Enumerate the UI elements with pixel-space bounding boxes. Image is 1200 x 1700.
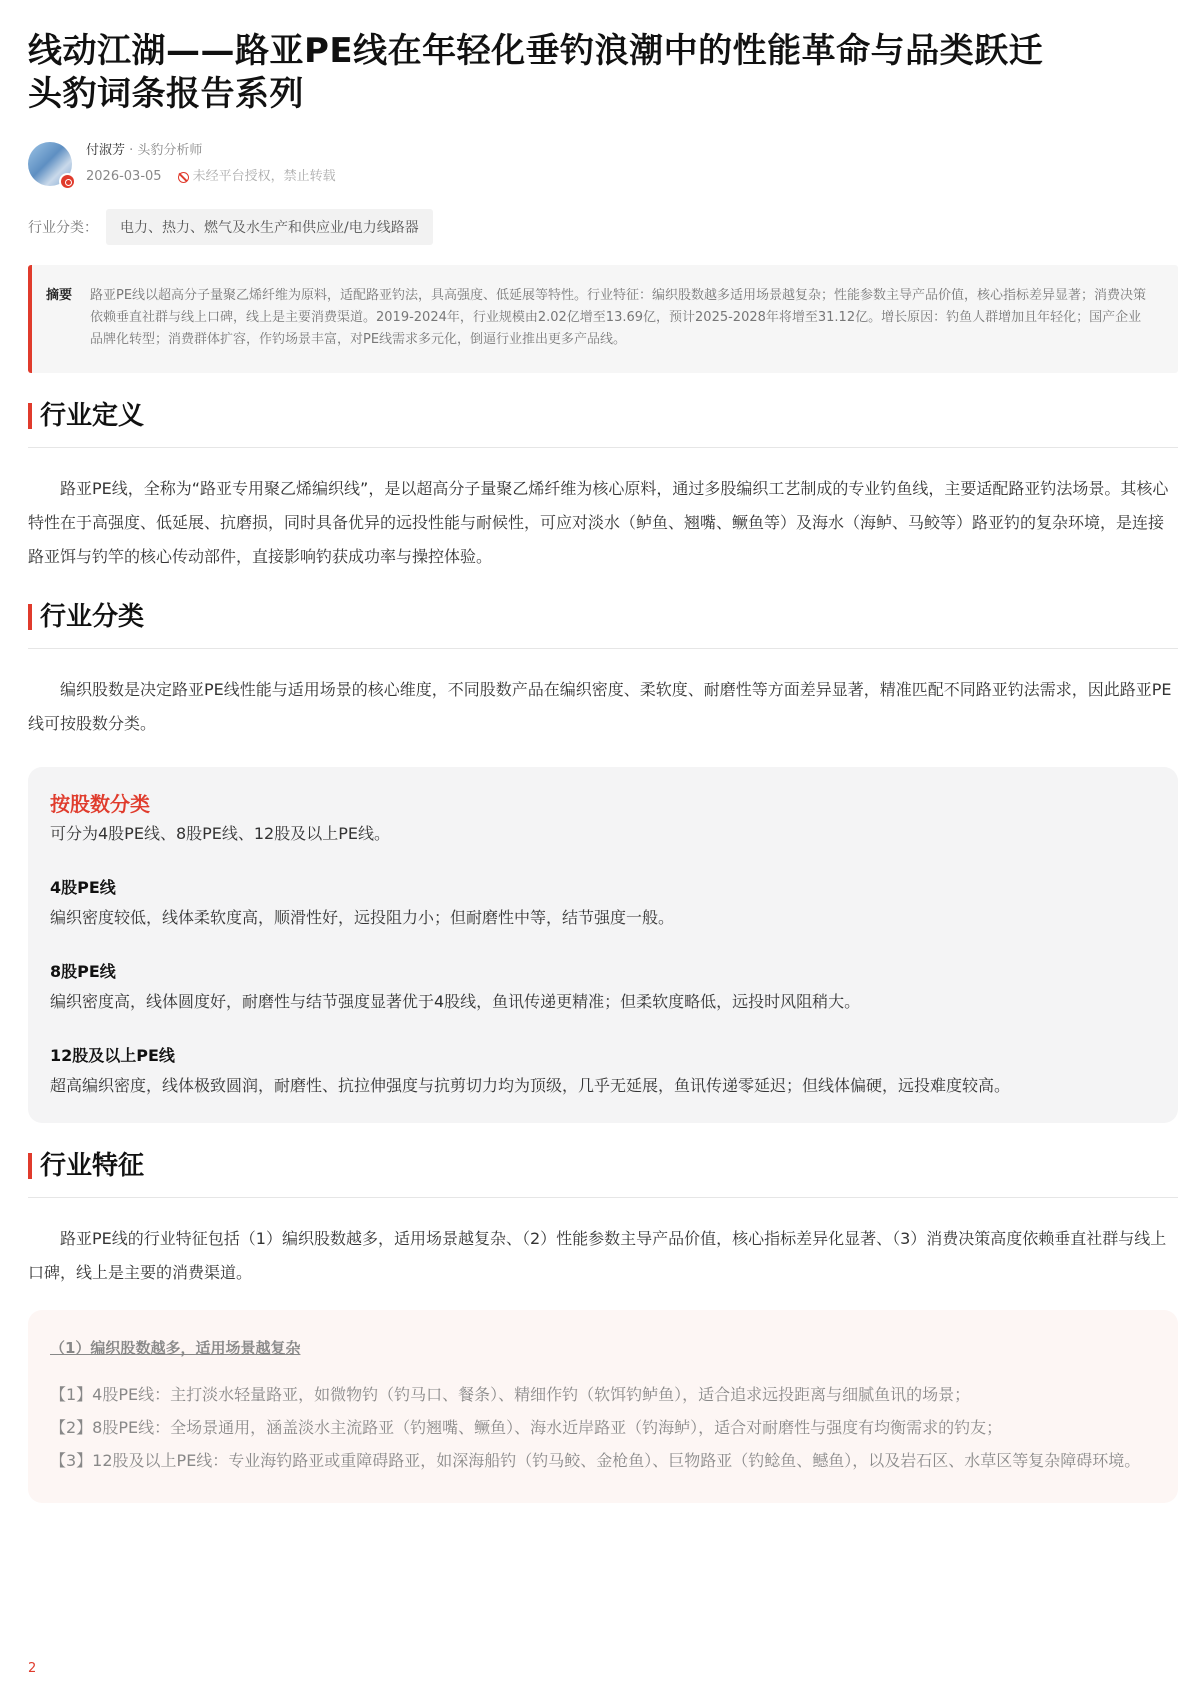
title-line-2: 头豹词条报告系列 bbox=[28, 74, 304, 114]
section-marker bbox=[28, 403, 32, 429]
features-box-heading: （1）编织股数越多，适用场景越复杂 bbox=[50, 1339, 301, 1357]
classification-item-name: 4股PE线 bbox=[50, 878, 116, 897]
section-heading-classification bbox=[28, 600, 1178, 634]
features-box bbox=[28, 1310, 1178, 1503]
avatar[interactable] bbox=[28, 142, 72, 186]
classification-box-intro: 可分为4股PE线、8股PE线、12股及以上PE线。 bbox=[50, 824, 390, 843]
section-divider bbox=[28, 447, 1178, 448]
section-title: 行业分类 bbox=[40, 602, 145, 632]
features-list bbox=[50, 1378, 1156, 1477]
classification-item-name: 12股及以上PE线 bbox=[50, 1046, 175, 1065]
author-line bbox=[86, 142, 336, 160]
author-meta bbox=[86, 142, 336, 186]
list-item bbox=[50, 1043, 1156, 1099]
classification-item-desc: 编织密度较低，线体柔软度高，顺滑性好，远投阻力小；但耐磨性中等，结节强度一般。 bbox=[50, 908, 675, 927]
title-line-1: 线动江湖——路亚PE线在年轻化垂钓浪潮中的性能革命与品类跃迁 bbox=[28, 31, 1044, 71]
list-item: 【3】12股及以上PE线：专业海钓路亚或重障碍路亚，如深海船钓（钓马鲛、金枪鱼）、巨物路亚（钓鲶鱼、鳡鱼），以及岩石区、水草区等复杂障碍环境。 bbox=[50, 1451, 1141, 1470]
report-page bbox=[28, 30, 1178, 1503]
features-paragraph: 路亚PE线的行业特征包括（1）编织股数越多，适用场景越复杂、（2）性能参数主导产品价值，核心指标差异化显著、（3）消费决策高度依赖垂直社群与线上口碑，线上是主要的消费渠道。 bbox=[28, 1229, 1167, 1282]
section-marker bbox=[28, 1153, 32, 1179]
author-role: · 头豹分析师 bbox=[125, 143, 203, 158]
publish-info bbox=[86, 168, 336, 186]
section-marker bbox=[28, 604, 32, 630]
list-item: 【2】8股PE线：全场景通用，涵盖淡水主流路亚（钓翘嘴、鳜鱼）、海水近岸路亚（钓海鲈），适合对耐磨性与强度有均衡需求的钓友； bbox=[50, 1418, 1003, 1437]
classification-box-heading: 按股数分类 bbox=[50, 792, 150, 816]
classification-item-desc: 超高编织密度，线体极致圆润，耐磨性、抗拉伸强度与抗剪切力均为顶级，几乎无延展，鱼讯传递零延迟；但线体偏硬，远投难度较高。 bbox=[50, 1076, 1011, 1095]
section-title: 行业特征 bbox=[40, 1151, 145, 1181]
list-item bbox=[50, 959, 1156, 1015]
category-tag[interactable]: 电力、热力、燃气及水生产和供应业/电力线路器 bbox=[106, 209, 433, 245]
classification-item-name: 8股PE线 bbox=[50, 962, 116, 981]
verified-badge-icon bbox=[59, 173, 76, 190]
abstract-box bbox=[28, 265, 1178, 373]
license-note: 未经平台授权，禁止转载 bbox=[192, 169, 336, 184]
section-divider bbox=[28, 648, 1178, 649]
page-number: 2 bbox=[28, 1661, 37, 1676]
section-divider bbox=[28, 1197, 1178, 1198]
category-label: 行业分类： bbox=[28, 220, 98, 236]
classification-paragraph: 编织股数是决定路亚PE线性能与适用场景的核心维度，不同股数产品在编织密度、柔软度、耐磨性等方面差异显著，精准匹配不同路亚钓法需求，因此路亚PE线可按股数分类。 bbox=[28, 680, 1172, 733]
list-item bbox=[50, 875, 1156, 931]
classification-box bbox=[28, 767, 1178, 1123]
list-item: 【1】4股PE线：主打淡水轻量路亚，如微物钓（钓马口、餐条）、精细作钓（软饵钓鲈鱼），适合追求远投距离与细腻鱼讯的场景； bbox=[50, 1385, 971, 1404]
abstract-text: 路亚PE线以超高分子量聚乙烯纤维为原料，适配路亚钓法，具高强度、低延展等特性。行业特征：编织股数越多适用场景越复杂；性能参数主导产品价值，核心指标差异显著；消费决策依赖垂直社群与线上口碑，线上是主要消费渠道。2019-2024年，行业规模由2.02亿增至13.69亿，预计2025-2028年将增至31.12亿。增长原因：钓鱼人群增加且年轻化；国产企业品牌化转型；消费群体扩容，作钓场景丰富，对PE线需求多元化，倒逼行业推出更多产品线。 bbox=[90, 288, 1147, 347]
section-heading-definition bbox=[28, 399, 1178, 433]
definition-paragraph: 路亚PE线，全称为“路亚专用聚乙烯编织线”，是以超高分子量聚乙烯纤维为核心原料，通过多股编织工艺制成的专业钓鱼线，主要适配路亚钓法场景。其核心特性在于高强度、低延展、抗磨损，同时具备优异的远投性能与耐候性，可应对淡水（鲈鱼、翘嘴、鳜鱼等）及海水（海鲈、马鲛等）路亚钓的复杂环境，是连接路亚饵与钓竿的核心传动部件，直接影响钓获成功率与操控体验。 bbox=[28, 479, 1169, 566]
section-heading-features bbox=[28, 1149, 1178, 1183]
page-title bbox=[28, 30, 1178, 116]
author-name[interactable]: 付淑芳 bbox=[86, 143, 126, 158]
abstract-label: 摘要 bbox=[46, 288, 73, 303]
author-info bbox=[28, 142, 1178, 186]
industry-category bbox=[28, 209, 1178, 245]
classification-item-desc: 编织密度高，线体圆度好，耐磨性与结节强度显著优于4股线，鱼讯传递更精准；但柔软度略低，远投时风阻稍大。 bbox=[50, 992, 861, 1011]
section-title: 行业定义 bbox=[40, 401, 145, 431]
no-entry-icon bbox=[178, 172, 189, 183]
publish-date: 2026-03-05 bbox=[86, 169, 162, 184]
